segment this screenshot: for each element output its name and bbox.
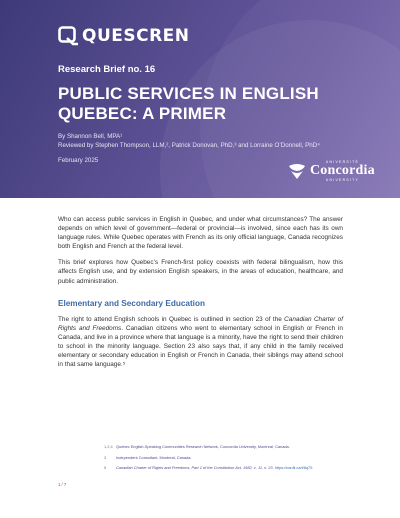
byline (58, 132, 320, 150)
main-content (58, 215, 343, 376)
footnote: 3 Independent Consultant, Montreal, Canada. (104, 454, 192, 460)
publication-date: February 2025 (58, 157, 99, 164)
footnote: 5 Canadian Charter of Rights and Freedoms, Part 1 of the Constitution Act, 1982, c. 11, s. 23. https://canlii.ca/t/8q75 (104, 465, 313, 470)
footnote: 1,2,4 Quebec English-Speaking Communities Research Network, Concordia University, Montreal, Canada. (104, 444, 290, 449)
canlii-link[interactable]: https://canlii.ca/t/8q75 (274, 465, 313, 470)
page-title (58, 84, 358, 124)
header-banner (0, 0, 400, 198)
charter-title: Canadian Charter of Rights and Freedoms (58, 315, 343, 332)
section-heading: Elementary and Secondary Education (58, 298, 205, 308)
concordia-name: Concordia (310, 163, 375, 178)
page-number: 1 / 7 (58, 482, 67, 487)
intro-paragraph: Who can access public services in English in Quebec, and under what circumstances? The answer depends on which level of government—federal or provincial—is involved, since each has its own language rules. While Quebec operates with French as its only official language, Canada recognizes both English and French at the federal level. (58, 216, 343, 251)
title-line: PUBLIC SERVICES IN ENGLISH (58, 84, 319, 103)
brief-number: Research Brief no. 16 (58, 64, 156, 75)
education-paragraph: The right to attend English schools in Quebec is outlined in section 23 of the Canadian Charter of Rights and Freedoms. Canadian citizens who went to elementary school in English or French in Canada, and live in a province where that language is a minority, have the right to send their children to school in the minority language. Section 23 also says that, if any child in the family received elementary or secondary education in English or French in Canada, their siblings may attend school in that same language.⁵ (58, 315, 343, 369)
concordia-crest-icon (287, 162, 307, 180)
concordia-bottom-text: UNIVERSITY (325, 178, 360, 182)
scope-paragraph: This brief explores how Quebec’s French-first policy coexists with federal bilingualism, how this affects English use, and by extension English speakers, in the areas of education, healthcare, and public administration. (58, 259, 343, 285)
concordia-top-text: UNIVERSITÉ (325, 160, 360, 164)
author-line: By Shannon Bell, MPA¹ (58, 133, 123, 140)
reviewer-line: Reviewed by Stephen Thompson, LLM,², Patrick Donovan, PhD,³ and Lorraine O’Donnell, PhD⁴ (58, 142, 320, 149)
logo-wordmark: QUESCREN (82, 26, 190, 46)
quescren-logo (58, 26, 190, 46)
concordia-logo (287, 160, 375, 182)
quescren-logo-icon (58, 26, 80, 46)
footnotes (104, 444, 364, 476)
title-line: QUEBEC: A PRIMER (58, 104, 227, 123)
